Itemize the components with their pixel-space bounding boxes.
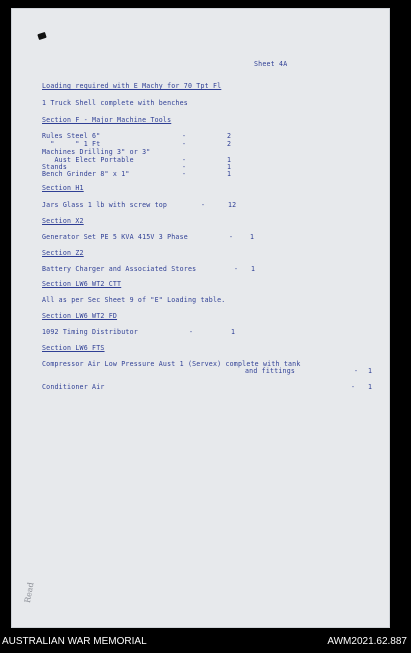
- item-dash: -: [182, 156, 187, 164]
- section-lw6-fd-dash: -: [189, 328, 194, 336]
- section-h1-qty: 12: [228, 201, 237, 209]
- footer-right: AWM2021.62.887: [327, 636, 407, 647]
- section-z2-line: Battery Charger and Associated Stores: [42, 265, 197, 273]
- item-qty: 2: [227, 132, 232, 140]
- section-f-title: Section F - Major Machine Tools: [42, 116, 172, 124]
- intro-line: 1 Truck Shell complete with benches: [42, 99, 188, 107]
- document-heading: Loading required with E Machy for 70 Tpt Fl: [42, 82, 222, 90]
- section-lw6-fts-qty1: 1: [368, 367, 373, 375]
- section-lw6-fd-line: 1092 Timing Distributor: [42, 328, 138, 336]
- section-lw6-fts-dash3: -: [351, 383, 356, 391]
- item-qty: 1: [227, 170, 232, 178]
- section-lw6-ctt-title: Section LW6 WT2 CTT: [42, 280, 122, 288]
- item-qty: 1: [227, 163, 232, 171]
- section-lw6-fts-line1: Compressor Air Low Pressure Aust 1 (Servex) complete with tank: [42, 360, 301, 368]
- sheet-number: Sheet 4A: [254, 60, 288, 68]
- section-z2-qty: 1: [251, 265, 256, 273]
- item-name: Stands: [42, 163, 68, 171]
- pencil-note: Read: [23, 581, 36, 604]
- section-h1-dash: -: [201, 201, 206, 209]
- section-x2-dash: -: [229, 233, 234, 241]
- item-qty: 2: [227, 140, 232, 148]
- section-x2-line: Generator Set PE 5 KVA 415V 3 Phase: [42, 233, 188, 241]
- section-lw6-fts-title: Section LW6 FTS: [42, 344, 105, 352]
- item-qty: 1: [227, 156, 232, 164]
- item-name: Aust Elect Portable: [42, 156, 134, 164]
- section-lw6-fts-qty3: 1: [368, 383, 373, 391]
- item-name: " " 1 Ft: [42, 140, 101, 148]
- section-lw6-fts-line3: Conditioner Air: [42, 383, 105, 391]
- section-lw6-fd-qty: 1: [231, 328, 236, 336]
- section-h1-title: Section H1: [42, 184, 84, 192]
- item-dash: -: [182, 140, 187, 148]
- section-lw6-fd-title: Section LW6 WT2 FD: [42, 312, 118, 320]
- section-lw6-fts-line2: and fittings: [245, 367, 296, 375]
- section-z2-dash: -: [234, 265, 239, 273]
- section-x2-qty: 1: [250, 233, 255, 241]
- section-z2-title: Section Z2: [42, 249, 84, 257]
- item-dash: -: [182, 170, 187, 178]
- item-name: Rules Steel 6": [42, 132, 101, 140]
- punch-mark: [37, 32, 46, 40]
- document-page: [11, 8, 390, 628]
- item-dash: -: [182, 132, 187, 140]
- section-lw6-fts-dash1: -: [354, 367, 359, 375]
- section-x2-title: Section X2: [42, 217, 84, 225]
- item-name: Machines Drilling 3" or 3": [42, 148, 151, 156]
- item-name: Bench Grinder 8" x 1": [42, 170, 130, 178]
- section-lw6-ctt-line: All as per Sec Sheet 9 of "E" Loading table.: [42, 296, 226, 304]
- footer-left: AUSTRALIAN WAR MEMORIAL: [2, 636, 147, 647]
- item-dash: -: [182, 163, 187, 171]
- footer-bar: [0, 628, 411, 653]
- section-h1-line: Jars Glass 1 lb with screw top: [42, 201, 168, 209]
